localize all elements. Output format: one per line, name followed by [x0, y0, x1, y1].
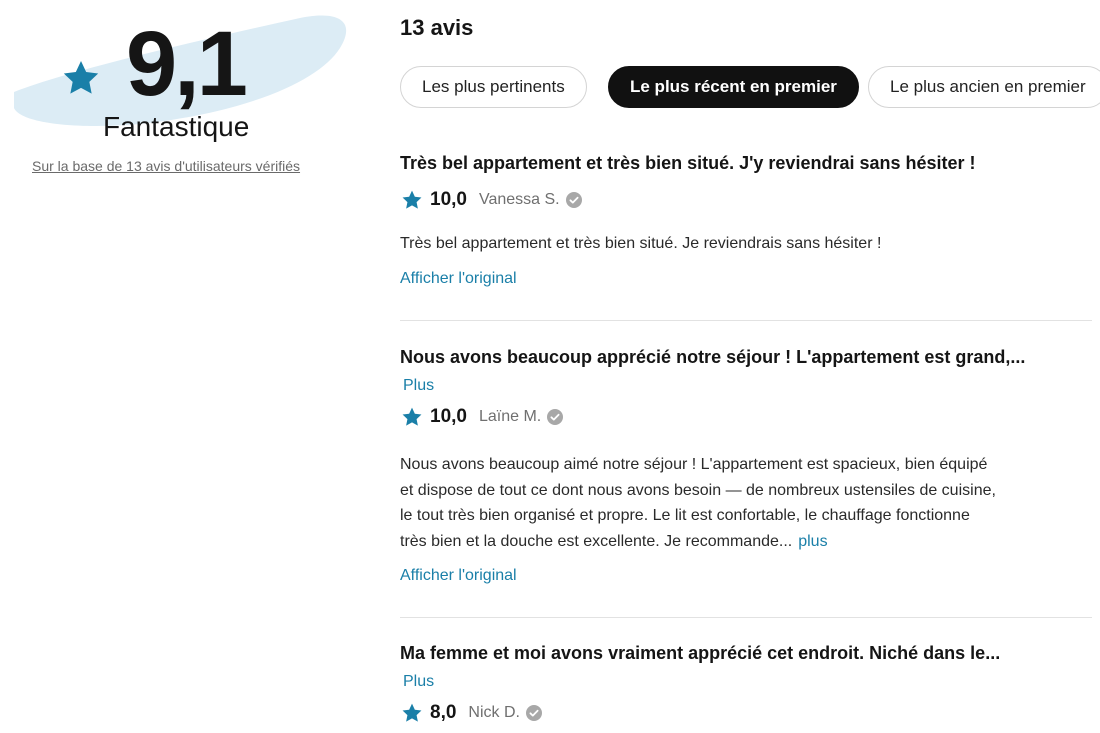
- star-icon: [400, 406, 424, 428]
- sort-newest-first-button[interactable]: Le plus récent en premier: [608, 66, 859, 108]
- divider: [400, 320, 1092, 321]
- review-body-line: Nous avons beaucoup aimé notre séjour ! L'appartement est spacieux, bien équipé: [400, 456, 988, 473]
- reviewer-name: Vanessa S.: [478, 191, 560, 208]
- review-rating-row: [400, 699, 1092, 727]
- review-rating-row: [400, 186, 1092, 214]
- verified-check-icon: [566, 192, 582, 208]
- review-title: Ma femme et moi avons vraiment apprécié cet endroit. Niché dans le...: [400, 643, 1001, 663]
- expand-title-link[interactable]: Plus: [403, 377, 435, 394]
- sort-oldest-first-button[interactable]: Le plus ancien en premier: [868, 66, 1100, 108]
- rating-summary: [0, 0, 360, 200]
- verified-check-icon: [547, 409, 563, 425]
- review-score: 10,0: [430, 406, 467, 427]
- divider: [400, 617, 1092, 618]
- review-item: [400, 641, 1092, 727]
- review-rating-row: [400, 403, 1092, 431]
- score-label: Fantastique: [103, 111, 250, 142]
- review-title: Très bel appartement et très bien situé. J'y reviendrai sans hésiter !: [400, 153, 976, 173]
- review-score: 10,0: [430, 189, 467, 210]
- review-body: Très bel appartement et très bien situé. Je reviendrais sans hésiter !: [400, 235, 882, 252]
- expand-title-link[interactable]: Plus: [403, 673, 435, 690]
- sort-most-relevant-button[interactable]: Les plus pertinents: [400, 66, 587, 108]
- verified-reviews-link[interactable]: Sur la base de 13 avis d'utilisateurs vérifiés: [32, 158, 301, 174]
- show-original-link[interactable]: Afficher l'original: [400, 269, 517, 287]
- review-body-line: [400, 529, 1092, 555]
- show-original-link[interactable]: Afficher l'original: [400, 567, 517, 584]
- read-more-link[interactable]: plus: [798, 532, 828, 550]
- review-body-line-text: très bien et la douche est excellente. Je recommande...: [400, 532, 793, 550]
- sort-options: [400, 66, 1100, 110]
- overall-score: 9,1: [126, 13, 245, 115]
- review-item: [400, 151, 1092, 290]
- review-item: [400, 345, 1092, 587]
- verified-check-icon: [526, 705, 542, 721]
- review-body-line: le tout très bien organisé et propre. Le lit est confortable, le chauffage fonctionne: [400, 507, 970, 524]
- review-body-line: et dispose de tout ce dont nous avons besoin — de nombreux ustensiles de cuisine,: [400, 481, 996, 499]
- review-title: Nous avons beaucoup apprécié notre séjour ! L'appartement est grand,...: [400, 347, 1026, 367]
- star-icon: [60, 58, 102, 98]
- star-icon: [400, 189, 424, 211]
- star-icon: [400, 702, 424, 724]
- reviewer-name: Nick D.: [468, 704, 520, 721]
- reviewer-name: Laïne M.: [478, 408, 542, 425]
- review-body: [400, 452, 1092, 554]
- reviews-count-heading: 13 avis: [400, 15, 474, 40]
- review-score: 8,0: [430, 702, 457, 723]
